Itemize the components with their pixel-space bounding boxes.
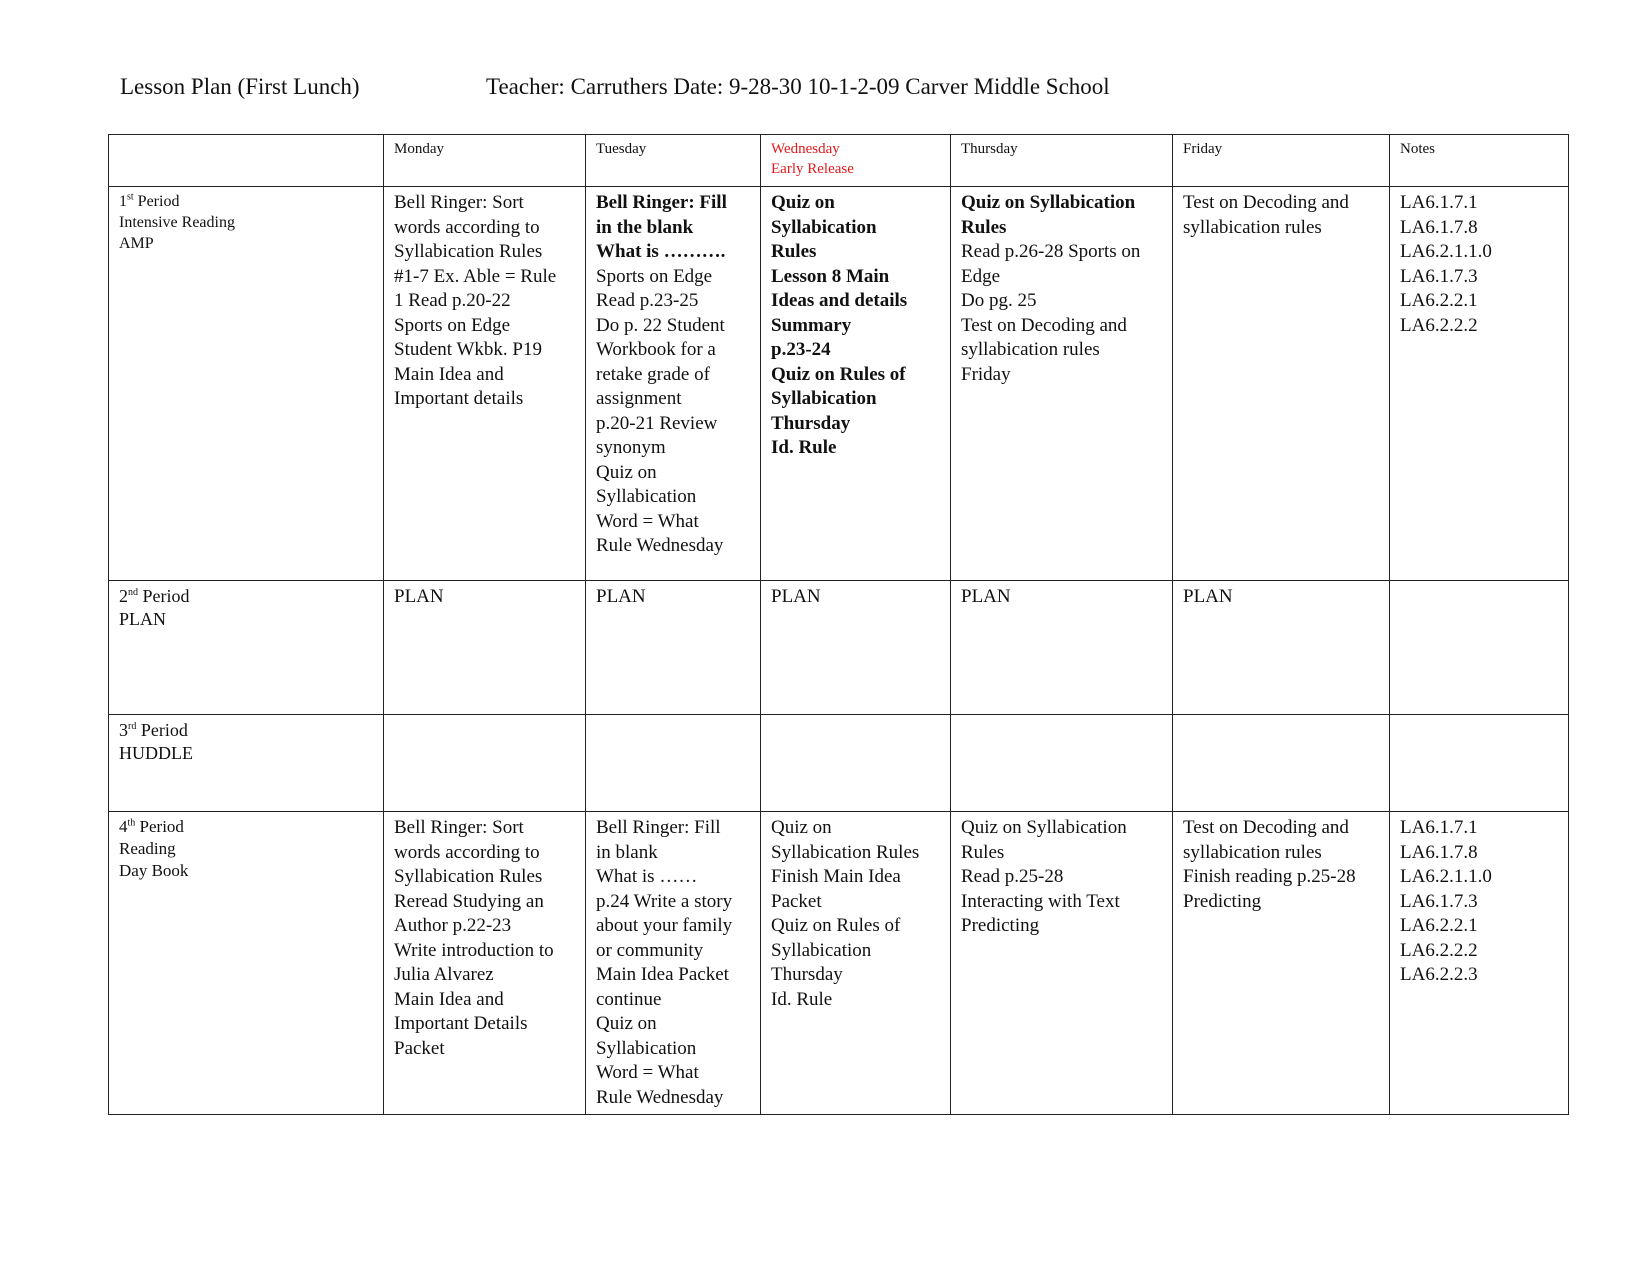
cell-p3-monday [384,715,586,812]
cell-p3-thursday [951,715,1173,812]
cell-line: synonym [596,437,666,458]
cell-line: Syllabication [596,486,697,507]
period-row-3 [109,715,1569,812]
cell-line: Quiz on Syllabication [961,817,1127,838]
period-word: Period [142,586,190,606]
period-label-4 [109,812,384,1115]
cell-line: Interacting with Text [961,890,1120,912]
cell-p2-notes [1390,581,1569,715]
period-subject: Intensive Reading [119,214,235,231]
day-header-thursday: Thursday [951,135,1173,187]
standard-code: LA6.1.7.3 [1400,890,1478,912]
cell-line: PLAN [961,586,1011,607]
cell-line: Edge [961,265,1001,287]
cell-line: Write introduction to [394,939,554,961]
page-title: Lesson Plan (First Lunch) [120,74,360,99]
cell-line: Important Details [394,1013,528,1034]
cell-p1-thursday [951,187,1173,581]
cell-line: Read p.25-28 [961,866,1064,887]
day-header-friday: Friday [1173,135,1390,187]
standard-code: LA6.2.1.1.0 [1400,241,1492,262]
period-row-1 [109,187,1569,581]
period-suffix: st [127,191,134,203]
cell-p2-monday [384,581,586,715]
standard-code: LA6.2.2.2 [1400,314,1478,336]
cell-line: Important details [394,388,524,409]
corner-cell [109,135,384,187]
period-number: 3 [119,720,128,740]
period-suffix: nd [128,587,138,598]
day-header-monday: Monday [384,135,586,187]
cell-p4-wednesday [761,812,951,1115]
cell-line: Packet [394,1037,445,1059]
standard-code: LA6.2.2.2 [1400,939,1478,961]
period-number: 2 [119,586,128,606]
cell-line: Bell Ringer: Sort [394,192,524,213]
cell-line: Test on Decoding and [1183,817,1349,838]
day-header-wednesday [761,135,951,187]
period-label-2 [109,581,384,715]
cell-p4-thursday [951,812,1173,1115]
cell-line: p.23-24 [771,339,831,360]
cell-line: Julia Alvarez [394,964,494,985]
header-row [109,135,1569,187]
cell-line: retake grade of [596,363,710,385]
standard-code: LA6.1.7.3 [1400,265,1478,287]
cell-line: Bell Ringer: Fill [596,817,721,838]
cell-line: Predicting [961,915,1040,936]
cell-line: Quiz on [771,192,835,213]
period-subject: Day Book [119,861,189,880]
cell-p2-tuesday [586,581,761,715]
standard-code: LA6.1.7.1 [1400,192,1478,213]
cell-p1-friday [1173,187,1390,581]
cell-p1-wednesday [761,187,951,581]
cell-line: Rule Wednesday [596,1086,724,1108]
period-subject: PLAN [119,609,167,629]
period-label-3 [109,715,384,812]
cell-line: Do p. 22 Student [596,314,725,336]
cell-line: Rules [961,841,1005,863]
cell-line-bold: Quiz on Syllabication [961,192,1136,213]
cell-line: Summary [771,314,852,336]
cell-p3-friday [1173,715,1390,812]
cell-line: Finish reading p.25-28 [1183,866,1356,887]
day-header-tuesday: Tuesday [586,135,761,187]
cell-p1-monday [384,187,586,581]
period-suffix: th [127,817,136,829]
period-subject: HUDDLE [119,743,193,763]
period-word: Period [140,720,188,740]
cell-line: Syllabication Rules [771,841,920,863]
cell-line: Syllabication Rules [394,241,543,262]
cell-line: p.20-21 Review [596,412,718,434]
cell-line: continue [596,988,662,1010]
cell-p3-tuesday [586,715,761,812]
cell-line: Quiz on [771,817,832,838]
standard-code: LA6.2.1.1.0 [1400,866,1492,887]
cell-line: Test on Decoding and [1183,192,1349,213]
cell-p4-tuesday [586,812,761,1115]
cell-p2-wednesday [761,581,951,715]
cell-line: Thursday [771,412,851,434]
cell-line: about your family [596,915,733,936]
cell-line: Quiz on [596,1013,657,1034]
wednesday-label: Wednesday [771,141,840,157]
cell-line: Syllabication Rules [394,866,543,887]
cell-line: Word = What [596,510,699,532]
period-row-4 [109,812,1569,1115]
cell-line: Bell Ringer: Sort [394,817,524,838]
cell-line: Word = What [596,1062,699,1083]
period-word: Period [139,817,184,836]
cell-line: Reread Studying an [394,890,544,912]
lesson-plan-table [108,134,1569,1115]
standard-code: LA6.2.2.3 [1400,964,1478,985]
cell-line: #1-7 Ex. Able = Rule [394,265,557,287]
period-suffix: rd [128,721,137,732]
cell-p3-notes [1390,715,1569,812]
cell-line: Lesson 8 Main [771,265,890,287]
standard-code: LA6.2.2.1 [1400,290,1478,311]
cell-line: Syllabication [771,388,877,409]
cell-line: Syllabication [596,1037,697,1059]
standard-code: LA6.1.7.1 [1400,817,1478,838]
cell-line: PLAN [771,586,821,607]
cell-line: Workbook for a [596,339,716,360]
cell-line: 1 Read p.20-22 [394,290,511,311]
cell-line: Quiz on Rules of [771,915,901,936]
cell-line: Id. Rule [771,437,837,458]
cell-p2-thursday [951,581,1173,715]
cell-line: Predicting [1183,890,1262,912]
period-word: Period [137,193,180,210]
period-number: 4 [119,817,128,836]
cell-line: Id. Rule [771,988,833,1010]
cell-p3-wednesday [761,715,951,812]
cell-line: Quiz on Rules of [771,363,906,385]
cell-line: words according to [394,216,540,238]
cell-line: assignment [596,388,682,409]
cell-p4-notes [1390,812,1569,1115]
cell-line: Quiz on [596,461,657,483]
cell-line: Syllabication [771,939,872,961]
cell-line: in blank [596,841,658,863]
notes-header: Notes [1390,135,1569,187]
cell-p4-friday [1173,812,1390,1115]
cell-line: PLAN [394,586,444,607]
cell-line: Read p.26-28 Sports on [961,241,1141,262]
cell-line: Rule Wednesday [596,535,724,556]
period-row-2 [109,581,1569,715]
cell-line-bold: Bell Ringer: Fill [596,192,727,213]
cell-p1-tuesday [586,187,761,581]
period-subject: AMP [119,235,154,252]
period-number: 1 [119,193,127,210]
cell-line: Syllabication [771,216,877,238]
cell-line: Sports on Edge [596,265,713,287]
period-label-1 [109,187,384,581]
cell-line: or community [596,939,704,961]
cell-line: Do pg. 25 [961,290,1037,311]
cell-line: Main Idea and [394,988,504,1010]
cell-line: Author p.22-23 [394,915,512,936]
cell-line: Main Idea and [394,363,504,385]
cell-line: What is …… [596,866,698,887]
cell-line: Read p.23-25 [596,290,699,311]
cell-line: PLAN [1183,586,1233,607]
cell-line: PLAN [596,586,646,607]
cell-line: syllabication rules [1183,841,1322,863]
cell-line: syllabication rules [1183,216,1322,238]
cell-line: Friday [961,363,1011,385]
cell-line-bold: Rules [961,216,1007,238]
cell-p4-monday [384,812,586,1115]
cell-line: Finish Main Idea [771,866,901,887]
standard-code: LA6.1.7.8 [1400,216,1478,238]
standard-code: LA6.1.7.8 [1400,841,1478,863]
cell-p1-notes [1390,187,1569,581]
cell-line: Test on Decoding and [961,314,1127,336]
cell-line: Thursday [771,964,843,985]
cell-line: p.24 Write a story [596,890,733,912]
early-release-note: Early Release [771,161,854,177]
cell-line: Student Wkbk. P19 [394,339,542,360]
cell-line: syllabication rules [961,339,1100,360]
cell-line-bold: in the blank [596,216,694,238]
cell-line: Packet [771,890,822,912]
cell-line-bold: What is ………. [596,241,726,262]
cell-line: words according to [394,841,540,863]
cell-line: Main Idea Packet [596,964,729,985]
cell-p2-friday [1173,581,1390,715]
cell-line: Rules [771,241,817,262]
cell-line: Ideas and details [771,290,908,311]
teacher-date-school: Teacher: Carruthers Date: 9-28-30 10-1-2-09 Carver Middle School [486,74,1110,99]
standard-code: LA6.2.2.1 [1400,915,1478,936]
period-subject: Reading [119,839,176,858]
document-header [120,74,1110,100]
cell-line: Sports on Edge [394,314,511,336]
